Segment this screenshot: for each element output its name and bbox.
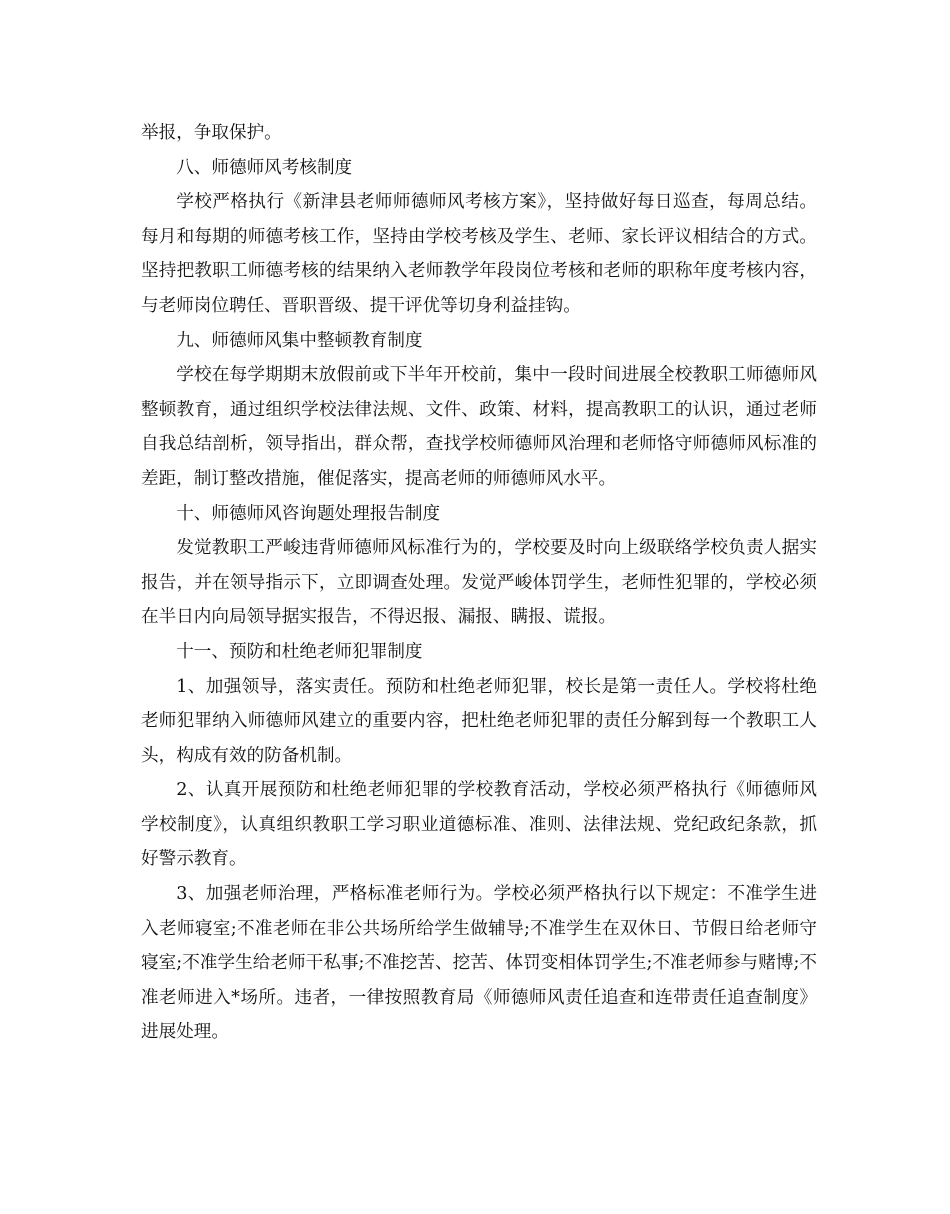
list-item: 1、加强领导，落实责任。预防和杜绝老师犯罪，校长是第一责任人。学校将杜绝老师犯罪纳入师德师风建立的重要内容，把杜绝老师犯罪的责任分解到每一个教职工人头，构成有效的防备机制。 (141, 676, 817, 766)
section-heading-11: 十一、预防和杜绝老师犯罪制度 (176, 641, 423, 662)
document-body (141, 116, 817, 1050)
list-item: 3、加强老师治理，严格标准老师行为。学校必须严格执行以下规定：不准学生进入老师寝室;不准老师在非公共场所给学生做辅导;不准学生在双休日、节假日给老师守寝室;不准学生给老师干私事;不准挖苦、挖苦、体罚变相体罚学生;不准老师参与赌博;不准老师进入*场所。违者，一律按照教育局《师德师风责任追查和连带责任追查制度》进展处理。 (141, 884, 817, 1043)
section-heading-9: 九、师德师风集中整顿教育制度 (176, 330, 423, 351)
paragraph: 发觉教职工严峻违背师德师风标准行为的，学校要及时向上级联络学校负责人据实报告，并在领导指示下，立即调查处理。发觉严峻体罚学生，老师性犯罪的，学校必须在半日内向局领导据实报告，不得迟报、漏报、瞒报、谎报。 (141, 538, 817, 628)
paragraph: 学校在每学期期末放假前或下半年开校前，集中一段时间进展全校教职工师德师风整顿教育，通过组织学校法律法规、文件、政策、材料，提高教职工的认识，通过老师自我总结剖析，领导指出，群众帮，查找学校师德师风治理和老师恪守师德师风标准的差距，制订整改措施，催促落实，提高老师的师德师风水平。 (141, 365, 817, 489)
section-heading-8: 八、师德师风考核制度 (176, 157, 353, 178)
list-item: 2、认真开展预防和杜绝老师犯罪的学校教育活动，学校必须严格执行《师德师风学校制度》，认真组织教职工学习职业道德标准、准则、法律法规、党纪政纪条款，抓好警示教育。 (141, 780, 817, 870)
paragraph-continuation: 举报，争取保护。 (141, 123, 282, 143)
section-heading-10: 十、师德师风咨询题处理报告制度 (176, 503, 441, 524)
paragraph: 学校严格执行《新津县老师师德师风考核方案》，坚持做好每日巡查，每周总结。每月和每期的师德考核工作，坚持由学校考核及学生、老师、家长评议相结合的方式。坚持把教职工师德考核的结果纳入老师教学年段岗位考核和老师的职称年度考核内容，与老师岗位聘任、晋职晋级、提干评优等切身利益挂钩。 (141, 192, 817, 316)
